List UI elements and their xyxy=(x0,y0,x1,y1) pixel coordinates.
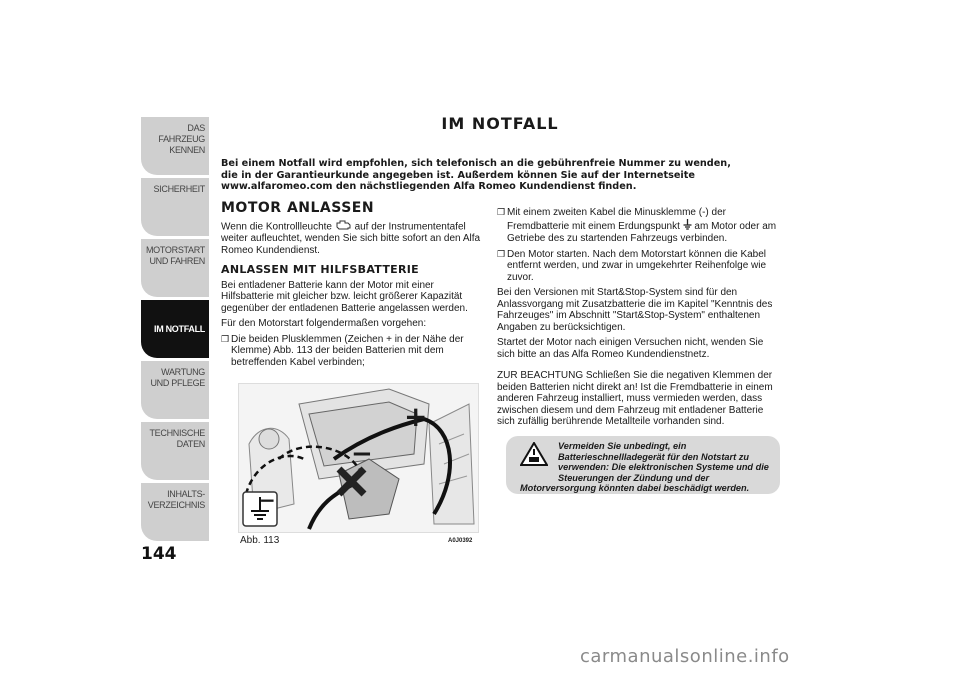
list-item: ❒ Mit einem zweiten Kabel die Minusklemme (-) der Fremdbatterie mit einem Erdungspunkt am Motor oder am Getriebe des zu startenden Fahrzeugs verbinden. xyxy=(497,207,777,244)
left-column xyxy=(221,200,489,372)
paragraph-zur-beachtung: ZUR BEACHTUNG Schließen Sie die negativen Klemmen der beiden Batterien nicht direkt an! Ist die Fremdbatterie in einem anderen Fahrzeug installiert, muss vermieden werden, dass zwischen diesem und dem Fahrzeug mit entladener Batterie sich zufällig berührende Metallteile vorhanden sind. xyxy=(497,370,773,427)
checkbox-bullet-icon: ❒ xyxy=(221,333,230,344)
checkbox-bullet-icon: ❒ xyxy=(497,248,506,259)
paragraph-procedure-intro: Für den Motorstart folgendermaßen vorgehen: xyxy=(221,318,427,329)
tab-sicherheit[interactable]: SICHERHEIT xyxy=(141,178,209,236)
engine-warning-icon xyxy=(335,220,352,234)
warning-box xyxy=(506,436,780,494)
page-number: 144 xyxy=(141,544,177,564)
list-item: ❒ Den Motor starten. Nach dem Motorstart können die Kabel entfernt werden, und zwar in umgekehrter Reihenfolge wie zuvor. xyxy=(497,248,767,283)
warning-text-main: Vermeiden Sie unbedingt, ein Batterieschnellladegerät für den Notstart zu verwenden: Die elektronischen Systeme und die Steuerungen der Zündung und der xyxy=(558,441,769,483)
tab-wartung-und-pflege[interactable]: WARTUNG UND PFLEGE xyxy=(141,361,209,419)
list-item: ❒ Die beiden Plusklemmen (Zeichen + in der Nähe der Klemme) Abb. 113 der beiden Batterien mit dem betreffenden Kabel verbinden; xyxy=(221,333,464,368)
tab-motorstart-und-fahren[interactable]: MOTORSTART UND FAHREN xyxy=(141,239,209,297)
figure-caption: Abb. 113 xyxy=(240,535,280,546)
watermark: carmanualsonline.info xyxy=(580,646,790,667)
paragraph-start-stop: Bei den Versionen mit Start&Stop-System sind für den Anlassvorgang mit Zusatzbatterie die im Kapitel "Kenntnis des Fahrzeuges" im Abschnitt "Start&Stop-System" enthaltenen Angaben zu berücksichtigen. xyxy=(497,287,773,333)
paragraph-kundendienst: Startet der Motor nach einigen Versuchen nicht, wenden Sie sich bitte an das Alfa Romeo Kundendienstnetz. xyxy=(497,337,764,360)
tab-technische-daten[interactable]: TECHNISCHE DATEN xyxy=(141,422,209,480)
paragraph-hilfsbatterie: Bei entladener Batterie kann der Motor mit einer Hilfsbatterie mit gleicher bzw. leicht größerer Kapazität gegenüber der entladenen Batterie angelassen werden. xyxy=(221,279,468,314)
figure-code: A0J0392 xyxy=(448,538,473,544)
plus-terminal-label: + xyxy=(404,400,428,433)
paragraph-warning-light: Wenn die Kontrollleuchte auf der Instrumententafel weiter aufleuchtet, wenden Sie sich bitte sofort an den Alfa Romeo Kundendienst. xyxy=(221,220,481,256)
ground-symbol-icon xyxy=(683,219,692,234)
minus-ground-label: − xyxy=(259,488,276,512)
tab-inhaltsverzeichnis[interactable]: INHALTS-VERZEICHNIS xyxy=(141,483,209,541)
minus-terminal-label: − xyxy=(351,439,373,469)
warning-text-end: Motorversorgung könnten dabei beschädigt werden. xyxy=(520,483,750,494)
page-title: IM NOTFALL xyxy=(441,114,559,133)
checkbox-bullet-icon: ❒ xyxy=(497,207,506,217)
tab-das-fahrzeug-kennen[interactable]: DAS FAHRZEUG KENNEN xyxy=(141,117,209,175)
intro-paragraph: Bei einem Notfall wird empfohlen, sich telefonisch an die gebührenfreie Nummer zu wenden, die in der Garantieurkunde angegeben ist. Außerdem können Sie auf der Internetseite www.alfaromeo.com den nächstliegenden Alfa Romeo Kundendienst finden. xyxy=(221,158,731,192)
battery-jumpstart-figure xyxy=(238,383,479,533)
section-heading-motor-anlassen: MOTOR ANLASSEN xyxy=(221,200,375,216)
tab-im-notfall[interactable]: IM NOTFALL xyxy=(141,300,209,358)
right-column xyxy=(497,207,782,432)
subsection-heading-hilfsbatterie: ANLASSEN MIT HILFSBATTERIE xyxy=(221,263,419,276)
